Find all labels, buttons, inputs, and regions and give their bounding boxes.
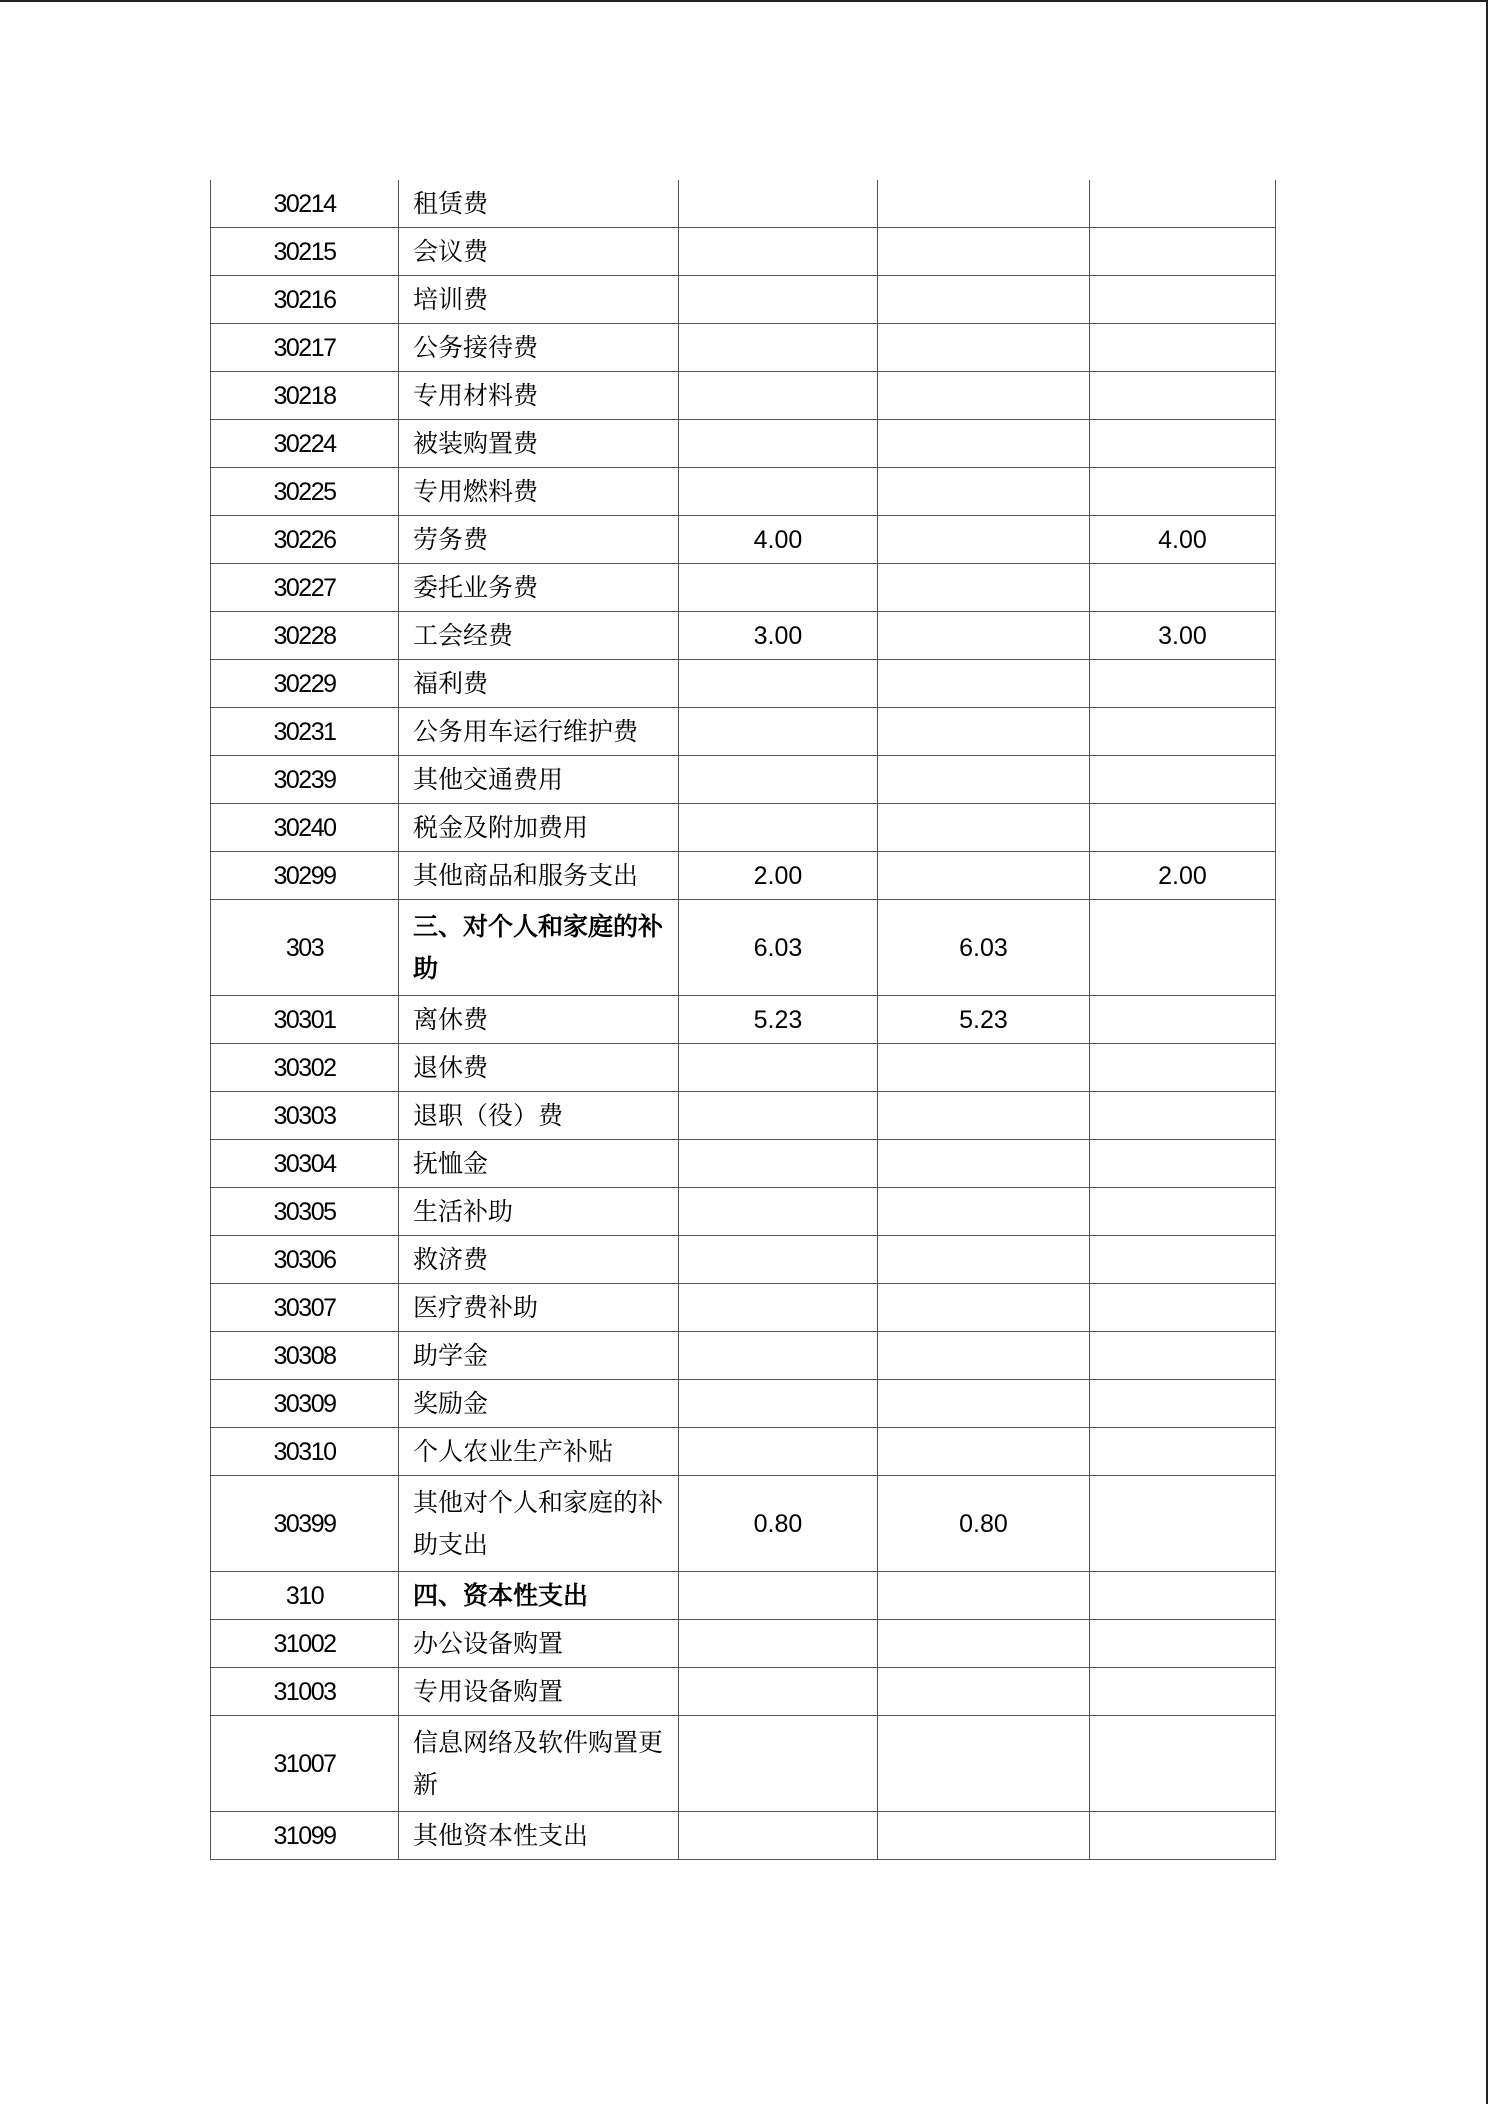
project-expenditure-cell: 4.00 (1090, 516, 1276, 564)
project-expenditure-cell (1090, 996, 1276, 1044)
project-expenditure-cell (1090, 1572, 1276, 1620)
table-row (211, 1572, 1276, 1620)
project-expenditure-cell (1090, 756, 1276, 804)
basic-expenditure-cell (878, 1236, 1090, 1284)
table-row (211, 708, 1276, 756)
project-expenditure-cell (1090, 708, 1276, 756)
project-expenditure-cell (1090, 1428, 1276, 1476)
project-expenditure-cell (1090, 1812, 1276, 1860)
item-name-cell: 抚恤金 (399, 1140, 679, 1188)
economic-code-cell: 30217 (211, 324, 399, 372)
project-expenditure-cell (1090, 1284, 1276, 1332)
item-name-cell: 专用燃料费 (399, 468, 679, 516)
basic-expenditure-cell (878, 420, 1090, 468)
item-name-cell: 税金及附加费用 (399, 804, 679, 852)
table-row (211, 1428, 1276, 1476)
project-expenditure-cell: 3.00 (1090, 612, 1276, 660)
item-name-cell: 专用材料费 (399, 372, 679, 420)
item-name-cell: 四、资本性支出 (399, 1572, 679, 1620)
total-amount-cell: 4.00 (679, 516, 878, 564)
total-amount-cell (679, 276, 878, 324)
project-expenditure-cell (1090, 1332, 1276, 1380)
basic-expenditure-cell (878, 1140, 1090, 1188)
item-name-cell: 公务用车运行维护费 (399, 708, 679, 756)
table-row (211, 1812, 1276, 1860)
item-name-cell: 其他商品和服务支出 (399, 852, 679, 900)
total-amount-cell (679, 708, 878, 756)
item-name-cell: 培训费 (399, 276, 679, 324)
basic-expenditure-cell (878, 324, 1090, 372)
basic-expenditure-cell (878, 1812, 1090, 1860)
table-row (211, 804, 1276, 852)
economic-code-cell: 30302 (211, 1044, 399, 1092)
economic-code-cell: 31003 (211, 1668, 399, 1716)
total-amount-cell (679, 372, 878, 420)
total-amount-cell: 2.00 (679, 852, 878, 900)
budget-table-body (211, 180, 1276, 1860)
table-row (211, 1620, 1276, 1668)
economic-code-cell: 30218 (211, 372, 399, 420)
item-name-cell: 工会经费 (399, 612, 679, 660)
item-name-cell: 个人农业生产补贴 (399, 1428, 679, 1476)
total-amount-cell (679, 1092, 878, 1140)
economic-code-cell: 30307 (211, 1284, 399, 1332)
total-amount-cell (679, 1380, 878, 1428)
economic-code-cell: 30227 (211, 564, 399, 612)
project-expenditure-cell (1090, 1236, 1276, 1284)
economic-code-cell: 303 (211, 900, 399, 996)
basic-expenditure-cell (878, 564, 1090, 612)
total-amount-cell (679, 1716, 878, 1812)
table-row (211, 372, 1276, 420)
basic-expenditure-cell (878, 1284, 1090, 1332)
table-row (211, 1188, 1276, 1236)
table-row (211, 1380, 1276, 1428)
basic-expenditure-cell (878, 1092, 1090, 1140)
basic-expenditure-cell (878, 468, 1090, 516)
basic-expenditure-cell (878, 1044, 1090, 1092)
table-row (211, 1092, 1276, 1140)
table-row (211, 756, 1276, 804)
item-name-cell: 离休费 (399, 996, 679, 1044)
economic-code-cell: 310 (211, 1572, 399, 1620)
project-expenditure-cell (1090, 420, 1276, 468)
basic-expenditure-cell (878, 804, 1090, 852)
basic-expenditure-cell (878, 1428, 1090, 1476)
total-amount-cell (679, 660, 878, 708)
total-amount-cell (679, 1620, 878, 1668)
basic-expenditure-cell: 6.03 (878, 900, 1090, 996)
project-expenditure-cell (1090, 660, 1276, 708)
table-row (211, 612, 1276, 660)
table-row (211, 1236, 1276, 1284)
project-expenditure-cell (1090, 1188, 1276, 1236)
total-amount-cell (679, 1332, 878, 1380)
economic-code-cell: 30239 (211, 756, 399, 804)
item-name-cell: 退职（役）费 (399, 1092, 679, 1140)
project-expenditure-cell (1090, 1044, 1276, 1092)
budget-table (210, 180, 1276, 1860)
basic-expenditure-cell (878, 228, 1090, 276)
economic-code-cell: 30229 (211, 660, 399, 708)
basic-expenditure-cell (878, 372, 1090, 420)
basic-expenditure-cell (878, 1380, 1090, 1428)
total-amount-cell (679, 1572, 878, 1620)
economic-code-cell: 31007 (211, 1716, 399, 1812)
item-name-cell: 救济费 (399, 1236, 679, 1284)
table-row (211, 1140, 1276, 1188)
economic-code-cell: 30301 (211, 996, 399, 1044)
economic-code-cell: 30224 (211, 420, 399, 468)
total-amount-cell (679, 1140, 878, 1188)
total-amount-cell (679, 1236, 878, 1284)
economic-code-cell: 30306 (211, 1236, 399, 1284)
table-row (211, 516, 1276, 564)
total-amount-cell (679, 1044, 878, 1092)
economic-code-cell: 31002 (211, 1620, 399, 1668)
project-expenditure-cell (1090, 900, 1276, 996)
economic-code-cell: 30216 (211, 276, 399, 324)
total-amount-cell (679, 804, 878, 852)
item-name-cell: 公务接待费 (399, 324, 679, 372)
table-row (211, 420, 1276, 468)
item-name-cell: 会议费 (399, 228, 679, 276)
economic-code-cell: 30299 (211, 852, 399, 900)
economic-code-cell: 30305 (211, 1188, 399, 1236)
item-name-cell: 其他交通费用 (399, 756, 679, 804)
item-name-cell: 生活补助 (399, 1188, 679, 1236)
table-row (211, 1044, 1276, 1092)
item-name-cell: 委托业务费 (399, 564, 679, 612)
project-expenditure-cell (1090, 1476, 1276, 1572)
total-amount-cell (679, 1812, 878, 1860)
economic-code-cell: 30215 (211, 228, 399, 276)
table-row (211, 276, 1276, 324)
item-name-cell: 奖励金 (399, 1380, 679, 1428)
basic-expenditure-cell (878, 1668, 1090, 1716)
item-name-cell: 劳务费 (399, 516, 679, 564)
basic-expenditure-cell (878, 1332, 1090, 1380)
item-name-cell: 其他资本性支出 (399, 1812, 679, 1860)
economic-code-cell: 30228 (211, 612, 399, 660)
item-name-cell: 信息网络及软件购置更新 (399, 1716, 679, 1812)
item-name-cell: 助学金 (399, 1332, 679, 1380)
project-expenditure-cell (1090, 372, 1276, 420)
basic-expenditure-cell (878, 612, 1090, 660)
economic-code-cell: 30308 (211, 1332, 399, 1380)
total-amount-cell (679, 1188, 878, 1236)
basic-expenditure-cell (878, 1572, 1090, 1620)
economic-code-cell: 30303 (211, 1092, 399, 1140)
economic-code-cell: 30310 (211, 1428, 399, 1476)
item-name-cell: 福利费 (399, 660, 679, 708)
basic-expenditure-cell (878, 516, 1090, 564)
table-row (211, 900, 1276, 996)
economic-code-cell: 30399 (211, 1476, 399, 1572)
project-expenditure-cell (1090, 1092, 1276, 1140)
table-row (211, 1284, 1276, 1332)
table-row (211, 1476, 1276, 1572)
project-expenditure-cell (1090, 1140, 1276, 1188)
table-row (211, 564, 1276, 612)
basic-expenditure-cell (878, 1620, 1090, 1668)
basic-expenditure-cell: 5.23 (878, 996, 1090, 1044)
total-amount-cell (679, 180, 878, 228)
project-expenditure-cell (1090, 804, 1276, 852)
item-name-cell: 租赁费 (399, 180, 679, 228)
table-row (211, 228, 1276, 276)
basic-expenditure-cell (878, 852, 1090, 900)
economic-code-cell: 30226 (211, 516, 399, 564)
table-row (211, 468, 1276, 516)
total-amount-cell: 3.00 (679, 612, 878, 660)
basic-expenditure-cell: 0.80 (878, 1476, 1090, 1572)
total-amount-cell: 6.03 (679, 900, 878, 996)
basic-expenditure-cell (878, 1716, 1090, 1812)
project-expenditure-cell (1090, 276, 1276, 324)
basic-expenditure-cell (878, 1188, 1090, 1236)
project-expenditure-cell (1090, 228, 1276, 276)
item-name-cell: 专用设备购置 (399, 1668, 679, 1716)
total-amount-cell (679, 564, 878, 612)
economic-code-cell: 30240 (211, 804, 399, 852)
total-amount-cell (679, 468, 878, 516)
project-expenditure-cell (1090, 1716, 1276, 1812)
item-name-cell: 退休费 (399, 1044, 679, 1092)
economic-code-cell: 31099 (211, 1812, 399, 1860)
item-name-cell: 医疗费补助 (399, 1284, 679, 1332)
total-amount-cell (679, 228, 878, 276)
table-row (211, 1668, 1276, 1716)
item-name-cell: 被装购置费 (399, 420, 679, 468)
project-expenditure-cell: 2.00 (1090, 852, 1276, 900)
economic-code-cell: 30225 (211, 468, 399, 516)
economic-code-cell: 30309 (211, 1380, 399, 1428)
basic-expenditure-cell (878, 660, 1090, 708)
project-expenditure-cell (1090, 1668, 1276, 1716)
economic-code-cell: 30214 (211, 180, 399, 228)
total-amount-cell (679, 420, 878, 468)
table-row (211, 324, 1276, 372)
economic-code-cell: 30231 (211, 708, 399, 756)
item-name-cell: 三、对个人和家庭的补助 (399, 900, 679, 996)
project-expenditure-cell (1090, 1620, 1276, 1668)
basic-expenditure-cell (878, 276, 1090, 324)
total-amount-cell (679, 1668, 878, 1716)
project-expenditure-cell (1090, 324, 1276, 372)
basic-expenditure-cell (878, 756, 1090, 804)
project-expenditure-cell (1090, 180, 1276, 228)
economic-code-cell: 30304 (211, 1140, 399, 1188)
table-row (211, 1716, 1276, 1812)
total-amount-cell: 0.80 (679, 1476, 878, 1572)
total-amount-cell (679, 324, 878, 372)
total-amount-cell (679, 1428, 878, 1476)
table-row (211, 660, 1276, 708)
table-row (211, 1332, 1276, 1380)
total-amount-cell: 5.23 (679, 996, 878, 1044)
total-amount-cell (679, 756, 878, 804)
item-name-cell: 办公设备购置 (399, 1620, 679, 1668)
table-row (211, 852, 1276, 900)
basic-expenditure-cell (878, 708, 1090, 756)
project-expenditure-cell (1090, 564, 1276, 612)
project-expenditure-cell (1090, 468, 1276, 516)
item-name-cell: 其他对个人和家庭的补助支出 (399, 1476, 679, 1572)
project-expenditure-cell (1090, 1380, 1276, 1428)
total-amount-cell (679, 1284, 878, 1332)
table-row (211, 996, 1276, 1044)
basic-expenditure-cell (878, 180, 1090, 228)
table-row (211, 180, 1276, 228)
